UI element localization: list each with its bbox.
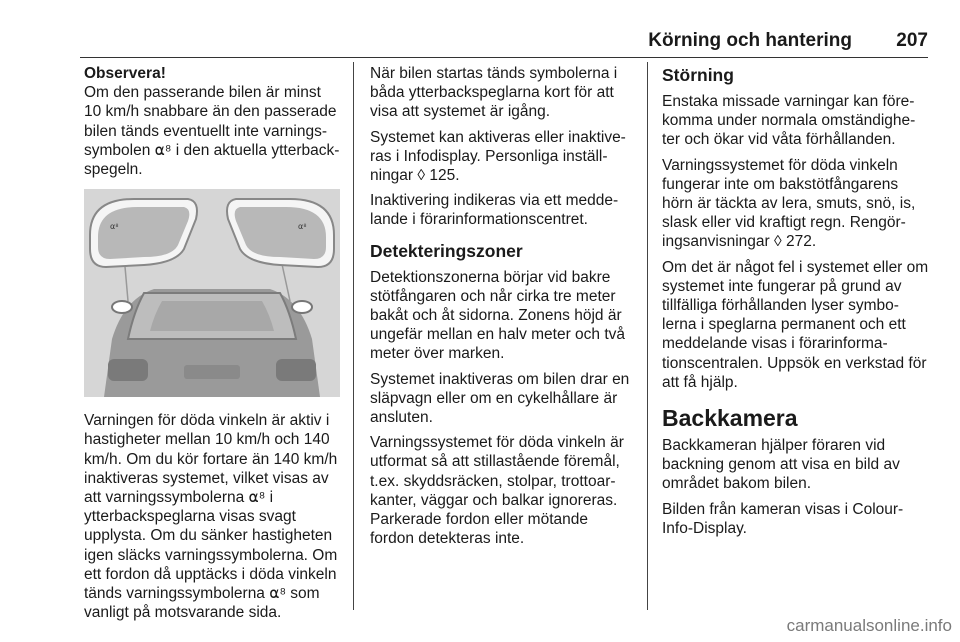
page-header [80, 30, 928, 60]
column-divider [647, 62, 648, 610]
section-heading-fault: Störning [662, 65, 734, 85]
paragraph: Varningssystemet för döda vinkeln fungerar inte om bakstötfångarens hörn är täckta av lera, smuts, snö, is, slask eller vid kraftigt regn. Rengör-ingsanvisningar ◊ 272. [662, 156, 916, 251]
column-divider [353, 62, 354, 610]
paragraph: Systemet inaktiveras om bilen drar en släpvagn eller om en cykelhållare är ansluten. [370, 370, 630, 427]
paragraph: Enstaka missade varningar kan före-komma under normala omständighe-ter och ökar vid våta förhållanden. [662, 93, 916, 149]
section-heading-detection-zones: Detekteringszoner [370, 240, 523, 261]
column-left [84, 64, 340, 628]
paragraph: Inaktivering indikeras via ett medde-lande i förarinformationscentret. [370, 192, 619, 229]
paragraph: Varningen för döda vinkeln är aktiv i hastigheter mellan 10 km/h och 140 km/h. Om du kör fortare än 140 km/h inaktiveras systemet, vilket visas av att varningssymbolerna ⍺⁸ i ytterbackspeglarna visas svagt upplysta. Om du sänker hastigheten igen släcks varningssymbolerna. Om ett fordon då upptäcks i döda vinkeln tänds varningssymbolerna ⍺⁸ som vanligt på motsvarande sida. [84, 412, 338, 622]
paragraph: Detektionszonerna börjar vid bakre stötfångaren och når cirka tre meter bakåt och åt sidorna. Zonens höjd är ungefär mellan en halv meter och två meter över marken. [370, 268, 626, 363]
paragraph: När bilen startas tänds symbolerna i båda ytterbackspeglarna kort för att visa att systemet är igång. [370, 65, 618, 121]
page-number: 207 [896, 30, 928, 51]
note-box [84, 64, 340, 179]
car-mirrors-svg [84, 189, 340, 397]
mirror-illustration [84, 189, 340, 397]
svg-text:⍺⁸: ⍺⁸ [110, 222, 119, 232]
paragraph: Backkameran hjälper föraren vid backning genom att visa en bild av området bakom bilen. [662, 437, 900, 493]
note-title: Observera! [84, 65, 166, 82]
header-rule [80, 57, 928, 58]
paragraph: Varningssystemet för döda vinkeln är utformat så att stillastående föremål, t.ex. skyddsräcken, stolpar, trottoar-kanter, väggar och balkar ignoreras. Parkerade fordon eller mötande fordon detekteras inte. [370, 434, 624, 548]
paragraph: Systemet kan aktiveras eller inaktive-ras i Infodisplay. Personliga inställ-ningar ◊ 125. [370, 128, 626, 185]
svg-text:⍺⁸: ⍺⁸ [298, 222, 307, 232]
column-right [662, 64, 930, 544]
paragraph: Om det är något fel i systemet eller om systemet inte fungerar på grund av tillfälliga förhållanden lyser symbo-lerna i speglarna permanent och ett meddelande visas i förarinforma-tionscentralen. Uppsök en verkstad för att få hjälp. [662, 258, 929, 391]
watermark-text: carmanualsonline.info [786, 616, 952, 635]
section-heading-rear-camera: Backkamera [662, 405, 798, 432]
note-text: Om den passerande bilen är minst 10 km/h snabbare än den passerade bilen tänds eventuellt inte varnings-symbolen ⍺⁸ i den aktuella ytterback-spegeln. [84, 84, 340, 179]
paragraph: Bilden från kameran visas i Colour-Info-Display. [662, 500, 904, 537]
column-middle [370, 64, 634, 554]
section-title: Körning och hantering [648, 30, 852, 51]
